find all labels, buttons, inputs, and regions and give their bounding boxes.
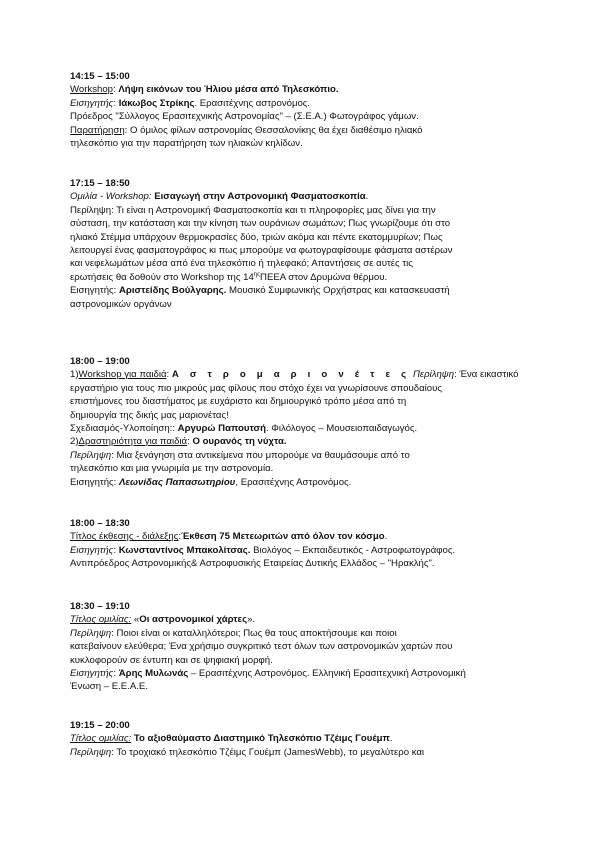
speaker-description: Βιολόγος – Εκπαιδευτικός - Αστροφωτογράφος. <box>250 544 456 556</box>
summary-line: λειτουργεί ένας φασματογράφος κι πως μπορούμε να φωτογραφίσουμε φάσματα αστέρων <box>70 245 453 257</box>
session-title: Έκθεση 75 Μετεωριτών από όλον τον κόσμο <box>181 531 385 543</box>
session-title-line <box>70 613 520 626</box>
summary-line: δημιουργία της δικής μας μαριονέτας! <box>70 409 229 421</box>
summary-label: Περίληψη <box>410 369 455 381</box>
speaker-role: Αντιπρόεδρος Αστρονομικής& Αστροφυσικής Εταιρείας Δυτικής Ελλάδος – "Ηρακλής". <box>70 558 435 570</box>
ordinal-suffix: ης <box>253 271 261 278</box>
colon: : <box>178 531 182 543</box>
summary-line: τηλεσκόπιο και μια γνωριμία με την αστρονομία. <box>70 463 274 475</box>
speaker-line <box>70 667 520 680</box>
quote-close: ». <box>247 614 256 626</box>
speaker-label: Εισηγητής: <box>70 476 119 488</box>
design-line <box>70 422 520 435</box>
session-title: Λήψη εικόνων του Ήλιου μέσα από Τηλεσκόπιο. <box>118 84 339 96</box>
summary-line: εργαστήριο για τους πιο μικρούς μας φίλους που στόχο έχει να γνωρίσουνε σπουδαίους <box>70 382 442 394</box>
summary-line <box>70 746 520 759</box>
session-type: Workshop <box>70 84 114 96</box>
session-1 <box>70 70 520 150</box>
speaker-role: Πρόεδρος "Σύλλογος Ερασιτεχνικής Αστρονομίας" – (Σ.Ε.Α.) Φωτογράφος γάμων. <box>70 111 419 123</box>
colon: : <box>113 97 119 109</box>
speaker-line <box>70 544 520 557</box>
speaker-line <box>70 97 520 110</box>
session-type: Ομιλία - Workshop: <box>70 191 152 203</box>
session-time: 17:15 – 18:50 <box>70 178 130 189</box>
quote-open: « <box>131 614 140 626</box>
colon: : <box>166 369 172 381</box>
note-text-cont: τηλεσκόπιο για την παρατήρηση των ηλιακών κηλίδων. <box>70 138 303 150</box>
speaker-name: Λεωνίδας Παπασωτηρίου <box>119 476 236 488</box>
session-3 <box>70 355 520 489</box>
activity-number: 1) <box>70 369 79 381</box>
title-end: . <box>365 191 369 203</box>
session-time: 18:30 – 19:10 <box>70 601 130 612</box>
session-title-line <box>70 530 520 543</box>
summary-label: Περίληψη <box>70 449 112 461</box>
speaker-label: Εισηγητής: <box>70 285 119 297</box>
summary-line: Περίληψη: Τι είναι η Αστρονομική Φασματοσκοπία και τι πληροφορίες μας δίνει για την <box>70 204 436 216</box>
summary-text: : Το τροχιακό τηλεσκόπιο Τζέιμς Γουέμπ (JamesWebb), το μεγαλύτερο και <box>111 746 425 758</box>
session-time: 18:00 – 18:30 <box>70 518 130 529</box>
design-label: Σχεδιασμός-Υλοποίηση:: <box>70 423 178 435</box>
speaker-label: Εισηγητής <box>70 668 114 680</box>
session-type: Τίτλος έκθεσης - διάλεξης <box>70 531 179 543</box>
session-type: Τίτλος ομιλίας: <box>70 614 132 626</box>
session-4 <box>70 517 520 571</box>
speaker-name: Ιάκωβος Στρίκης <box>118 97 195 109</box>
session-time: 18:00 – 19:00 <box>70 356 130 367</box>
activity-title: Ο ουρανός τη νύχτα. <box>192 436 287 448</box>
activity-type: Workshop για παιδιά <box>78 369 167 381</box>
speaker-label: Εισηγητής <box>70 544 114 556</box>
session-title-line <box>70 83 520 96</box>
activity-2-line <box>70 435 520 448</box>
summary-text: : Μια ξενάγηση στα αντικείμενα που μπορούμε να θαυμάσουμε από το <box>111 449 410 461</box>
summary-line: σύσταση, την κατάσταση και την κίνηση των ουράνιων σωμάτων; Πως γνωρίζουμε ότι στο <box>70 218 451 230</box>
speaker-line <box>70 476 520 489</box>
summary-line: ηλιακό Στέμμα υπάρχουν θερμοκρασίες δύο, τριών ακόμα και πέντε εκατομμυρίων; Πως <box>70 231 443 243</box>
title-end: . <box>389 733 393 745</box>
session-type: Τίτλος ομιλίας: <box>70 733 132 745</box>
speaker-description: . Ερασιτέχνης αστρονόμος. <box>194 97 311 109</box>
session-5 <box>70 600 520 694</box>
speaker-name: Κωνσταντίνος Μπακολίτσας. <box>118 544 251 556</box>
summary-text: ερωτήσεις θα δοθούν στο Workshop της 14 <box>70 271 254 283</box>
speaker-line <box>70 284 520 297</box>
summary-text: ΠΕΕΑ στον Δρυμώνα θέρμου. <box>260 271 388 283</box>
activity-title: Α σ τ ρ ο μ α ρ ι ο ν έ τ ε ς <box>171 369 411 381</box>
session-title-line <box>70 732 520 745</box>
note-line <box>70 124 520 137</box>
speaker-description: Μουσικό Συμφωνικής Ορχήστρας και κατασκευαστή <box>226 285 450 297</box>
title-end: . <box>384 531 388 543</box>
session-title: Εισαγωγή στην Αστρονομική Φασματοσκοπία <box>151 191 366 203</box>
summary-line: κυκλοφορούν σε έντυπη και σε ψηφιακή μορφή. <box>70 654 273 666</box>
session-title-line <box>70 190 520 203</box>
summary-line: και νεφελωμάτων μέσα από ένα τηλεσκόπιο ή τηλεφακό; Απαντήσεις σε αυτές τις <box>70 258 413 270</box>
summary-line: κατεβαίνουν ελεύθερα; Ένα χρήσιμο συγκριτικό τεστ όλων των αστρονομικών χαρτών που <box>70 641 453 653</box>
colon: : <box>113 668 119 680</box>
activity-1-line <box>70 368 520 381</box>
speaker-name: Άρης Μυλωνάς <box>118 668 189 680</box>
colon: : <box>187 436 193 448</box>
speaker-label: Εισηγητής <box>70 97 114 109</box>
designer-description: . Φιλόλογος – Μουσειοπαιδαγωγός. <box>265 423 418 435</box>
summary-line <box>70 627 520 640</box>
speaker-description-cont: αστρονομικών οργάνων <box>70 298 172 310</box>
speaker-name: Αριστείδης Βούλγαρης. <box>119 285 227 297</box>
speaker-description-cont: Ένωση – Ε.Ε.Α.Ε. <box>70 681 148 693</box>
activity-type: Δραστηριότητα για παιδιά <box>78 436 188 448</box>
designer-name: Αργυρώ Παπουτσή <box>177 423 266 435</box>
summary-line <box>70 449 520 462</box>
activity-number: 2) <box>70 436 79 448</box>
summary-text: : Ένα εικαστικό <box>454 369 519 381</box>
colon: : <box>113 544 119 556</box>
session-title: Το αξιοθαύμαστο Διαστημικό Τηλεσκόπιο Τζέιμς Γουέμπ <box>131 733 390 745</box>
speaker-description: – Ερασιτέχνης Αστρονόμος. Ελληνική Ερασιτεχνική Αστρονομική <box>188 668 466 680</box>
summary-text: : Ποιοι είναι οι καταλληλότεροι; Πως θα τους αποκτήσουμε και ποιοι <box>111 627 397 639</box>
summary-label: Περίληψη <box>70 627 112 639</box>
colon: : <box>113 84 119 96</box>
summary-line: επιστήμονες του διαστήματος με ευχάριστο και δημιουργικό τρόπο μέσα από τη <box>70 396 407 408</box>
summary-line <box>70 271 520 284</box>
note-label: Παρατήρηση <box>70 124 125 136</box>
session-time: 14:15 – 15:00 <box>70 71 130 82</box>
session-6 <box>70 719 520 759</box>
speaker-description: , Ερασιτέχνης Αστρονόμος. <box>235 476 352 488</box>
note-text: : Ο όμιλος φίλων αστρονομίας Θεσσαλονίκης θα έχει διαθέσιμο ηλιακό <box>124 124 423 136</box>
session-time: 19:15 – 20:00 <box>70 720 130 731</box>
session-2 <box>70 177 520 311</box>
session-title: Οι αστρονομικοί χάρτες <box>139 614 248 626</box>
summary-label: Περίληψη <box>70 746 112 758</box>
